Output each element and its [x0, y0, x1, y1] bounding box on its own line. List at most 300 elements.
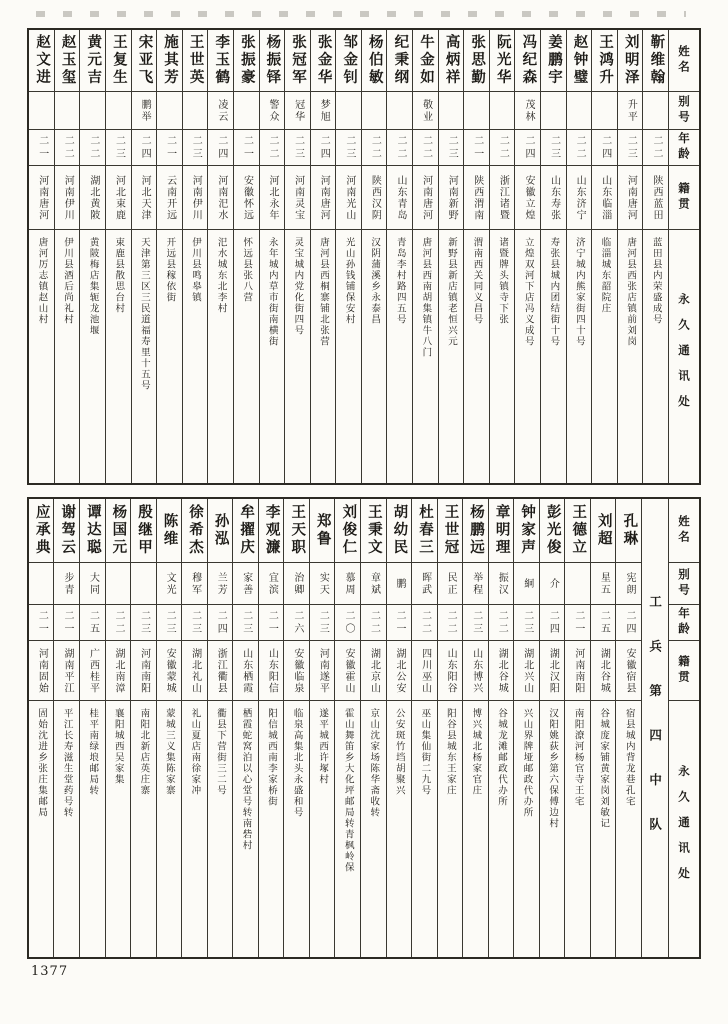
roster-column [335, 30, 361, 483]
name-cell [591, 499, 616, 563]
address-cell-text: 谷城庞家铺黄家岗刘敏记 [598, 708, 610, 829]
alias-cell [541, 92, 566, 130]
alias-cell-text: 治卿 [291, 571, 303, 596]
alias-cell-text: 梦旭 [318, 98, 330, 123]
address-cell-text: 天津第三区三民道福寿里十五号 [138, 237, 150, 391]
roster-column [361, 30, 387, 483]
age-cell [567, 130, 592, 166]
age-cell [54, 605, 79, 641]
name-cell [413, 30, 438, 92]
name-cell-text: 杨国元 [110, 504, 127, 557]
native-place-cell-text: 云南开远 [164, 174, 176, 221]
roster-column [79, 499, 105, 957]
header-address-label [669, 230, 699, 483]
age-cell [233, 605, 258, 641]
native-place-cell-text: 安徽怀远 [241, 174, 253, 221]
name-cell [285, 30, 310, 92]
address-cell-text: 南阳潦河杨官寺王宅 [572, 708, 584, 807]
alias-cell [182, 563, 207, 605]
alias-cell [335, 563, 360, 605]
age-cell-text: 二三 [625, 134, 637, 161]
native-place-cell-text: 河南南阳 [572, 647, 584, 694]
address-cell-text: 蓝田县内荣盛成号 [650, 237, 662, 325]
alias-cell-text: 星五 [598, 571, 610, 596]
alias-cell [463, 563, 488, 605]
native-place-cell [208, 166, 233, 230]
alias-cell-text: 警众 [267, 98, 279, 123]
native-place-cell [490, 166, 515, 230]
address-cell-text: 阳谷县城东王家庄 [444, 708, 456, 796]
address-cell-text: 诸暨牌头镇寺下张 [497, 237, 509, 325]
native-place-cell [565, 641, 590, 701]
roster-column [207, 30, 233, 483]
alias-cell [361, 563, 386, 605]
address-cell [335, 701, 360, 957]
age-cell-text: 二四 [623, 609, 635, 636]
alias-cell-text: 举程 [470, 571, 482, 596]
name-cell [233, 499, 258, 563]
name-cell [592, 30, 617, 92]
name-cell-text: 殷继甲 [135, 504, 152, 557]
page-number: 1377 [31, 964, 69, 979]
native-place-cell-text: 山东青岛 [395, 174, 407, 221]
native-place-cell [515, 166, 540, 230]
address-cell [567, 230, 592, 483]
native-place-cell-text: 河南唐河 [318, 174, 330, 221]
age-cell [157, 130, 182, 166]
alias-cell [540, 563, 565, 605]
native-place-cell [284, 641, 309, 701]
alias-cell-text: 大同 [87, 571, 99, 596]
address-cell [361, 701, 386, 957]
native-place-cell [439, 166, 464, 230]
name-cell-text: 杨振铎 [264, 34, 281, 87]
alias-cell [106, 563, 131, 605]
roster-column [105, 499, 131, 957]
name-cell [29, 499, 54, 563]
native-place-cell [336, 166, 361, 230]
address-cell [80, 230, 105, 483]
address-cell [412, 701, 437, 957]
address-cell [310, 701, 335, 957]
native-place-cell [285, 166, 310, 230]
name-cell-text: 杨伯敏 [366, 34, 383, 87]
alias-cell [439, 92, 464, 130]
alias-cell [233, 563, 258, 605]
native-place-cell [106, 166, 131, 230]
name-cell-text: 张冠军 [290, 34, 306, 87]
native-place-cell-text: 山东济宁 [574, 174, 586, 221]
name-cell [234, 30, 259, 92]
roster-column [79, 30, 105, 483]
address-cell-text: 襄阳城西吴家集 [112, 708, 124, 785]
address-cell [489, 701, 514, 957]
roster-column [53, 499, 79, 957]
roster-column [513, 499, 539, 957]
age-cell [310, 605, 335, 641]
address-cell-text: 博兴城北杨家官庄 [470, 708, 482, 796]
age-cell [335, 605, 360, 641]
name-cell [618, 30, 643, 92]
name-cell [387, 499, 412, 563]
name-cell [55, 30, 80, 92]
address-cell [387, 230, 412, 483]
age-cell-text: 二二 [420, 134, 432, 161]
address-cell [618, 230, 643, 483]
name-cell-text: 姜鹏宇 [545, 34, 562, 87]
roster-column [591, 30, 617, 483]
age-cell [591, 605, 616, 641]
alias-cell [284, 563, 309, 605]
address-cell [157, 701, 182, 957]
age-cell [616, 605, 641, 641]
native-place-cell [413, 166, 438, 230]
age-cell-text: 二三 [470, 609, 482, 636]
roster-column [437, 499, 463, 957]
alias-cell [285, 92, 310, 130]
age-cell [515, 130, 540, 166]
address-cell [463, 701, 488, 957]
address-cell [438, 701, 463, 957]
address-cell [413, 230, 438, 483]
age-cell-text: 二二 [419, 609, 431, 636]
name-cell [80, 499, 105, 563]
address-cell-text: 永年城内草市街南横街 [266, 237, 278, 347]
name-cell [183, 30, 208, 92]
age-cell [540, 605, 565, 641]
alias-cell [490, 92, 515, 130]
native-place-cell-text: 浙江衢县 [215, 647, 227, 694]
native-place-cell-text: 安徽立煌 [522, 174, 534, 221]
address-cell-text: 京山沈家场陈华斋收转 [368, 708, 380, 818]
age-cell [284, 605, 309, 641]
native-place-cell-text: 山东临淄 [599, 174, 611, 221]
unit-label: 工兵第四中队 [647, 594, 663, 862]
age-cell [412, 605, 437, 641]
address-cell-text: 光山孙钱铺保安村 [343, 237, 355, 325]
age-cell [208, 130, 233, 166]
alias-cell [362, 92, 387, 130]
header-name-label [669, 499, 699, 563]
address-cell [233, 701, 258, 957]
name-cell [106, 499, 131, 563]
address-cell [29, 230, 54, 483]
age-cell-text: 二一 [36, 134, 48, 161]
age-cell-text: 二三 [113, 134, 125, 161]
roster-column [29, 499, 54, 957]
name-cell-text: 赵钟璧 [571, 34, 588, 87]
name-cell-text: 杜春三 [416, 504, 433, 557]
alias-cell [260, 92, 285, 130]
native-place-cell-text: 陕西渭南 [471, 174, 483, 221]
alias-cell-text: 冠华 [292, 98, 304, 123]
name-cell [284, 499, 309, 563]
address-cell [540, 701, 565, 957]
address-cell-text: 寿张县城内团结街十号 [548, 237, 560, 347]
alias-cell-text: 宜滨 [266, 571, 278, 596]
native-place-cell-text: 河南灵宝 [292, 174, 304, 221]
name-cell-text: 谢驾云 [59, 504, 76, 557]
address-cell [336, 230, 361, 483]
address-cell-text: 汉阳姚荻乡第六保傅边村 [547, 708, 559, 829]
roster-column [130, 499, 156, 957]
native-place-cell [464, 166, 489, 230]
native-place-cell-text: 湖北南漳 [113, 647, 125, 694]
age-cell-text: 二一 [241, 134, 253, 161]
roster-column [438, 30, 464, 483]
address-cell-text: 渭南西关同义昌号 [471, 237, 483, 325]
native-place-cell [132, 166, 157, 230]
age-cell-text: 二二 [62, 134, 74, 161]
roster-column [386, 499, 412, 957]
address-cell-text: 唐河县西张店镇前刘岗 [625, 237, 637, 347]
address-cell [106, 701, 131, 957]
native-place-cell [80, 166, 105, 230]
alias-cell-text: 敬业 [420, 98, 432, 123]
address-cell-text: 新野县新店镇老恒兴元 [445, 237, 457, 347]
native-place-cell-text: 河北永年 [267, 174, 279, 221]
age-cell [618, 130, 643, 166]
roster-column [412, 30, 438, 483]
alias-cell [310, 563, 335, 605]
native-place-cell [80, 641, 105, 701]
address-cell [106, 230, 131, 483]
native-place-cell-text: 湖北谷城 [496, 647, 508, 694]
alias-cell [80, 563, 105, 605]
age-cell-text: 二一 [164, 134, 176, 161]
age-cell [413, 130, 438, 166]
address-cell-text: 伊川县酒后尚礼村 [62, 237, 74, 325]
native-place-cell-text: 湖北谷城 [598, 647, 610, 694]
roster-column [310, 30, 336, 483]
age-cell-text: 二〇 [342, 609, 354, 636]
age-cell-text: 二四 [215, 609, 227, 636]
age-cell [29, 130, 54, 166]
age-cell-text: 二二 [368, 609, 380, 636]
name-cell-text: 赵文进 [34, 34, 51, 87]
alias-cell [464, 92, 489, 130]
address-cell [208, 230, 233, 483]
age-cell [29, 605, 54, 641]
name-cell-text: 牟擢庆 [238, 504, 255, 557]
age-cell [438, 605, 463, 641]
name-cell-text: 郑鲁 [314, 513, 331, 548]
alias-cell-text: 章斌 [368, 571, 380, 596]
name-cell-text: 孙泓 [212, 513, 229, 548]
age-cell-text: 二二 [574, 134, 586, 161]
alias-cell-text: 兰芳 [215, 571, 227, 596]
alias-cell-text: 茂林 [522, 98, 534, 123]
age-cell-text: 二四 [139, 134, 151, 161]
alias-cell-text: 鹏 [394, 577, 406, 590]
name-cell-text: 李玉鹤 [213, 34, 230, 87]
name-cell-text: 刘超 [595, 513, 612, 548]
address-cell-text: 衢县下营街三二号 [214, 708, 226, 796]
roster-column [617, 30, 643, 483]
name-cell-text: 孔琳 [621, 513, 638, 548]
header-age-label-text: 年龄 [677, 607, 692, 638]
alias-cell-text: 鹏举 [139, 98, 151, 123]
age-cell [514, 605, 539, 641]
address-cell [464, 230, 489, 483]
name-cell [335, 499, 360, 563]
name-cell [311, 30, 336, 92]
roster-column [411, 499, 437, 957]
native-place-cell [54, 641, 79, 701]
age-cell-text: 二三 [343, 134, 355, 161]
name-cell [157, 499, 182, 563]
age-cell-text: 二三 [189, 609, 201, 636]
header-name-label [669, 30, 699, 92]
name-cell-text: 黄元吉 [85, 34, 102, 87]
age-cell [80, 130, 105, 166]
name-cell-text: 王鸿升 [597, 34, 614, 87]
alias-cell [157, 563, 182, 605]
name-cell-text: 钟家声 [519, 504, 536, 557]
name-cell [463, 499, 488, 563]
native-place-cell-text: 河北束鹿 [113, 174, 125, 221]
age-cell-text: 二二 [496, 609, 508, 636]
native-place-cell-text: 安徽宿县 [623, 647, 635, 694]
roster-column [156, 499, 182, 957]
address-cell-text: 束鹿县散思台村 [113, 237, 125, 314]
alias-cell [618, 92, 643, 130]
roster-column [284, 30, 310, 483]
native-place-cell-text: 广西桂平 [87, 647, 99, 694]
roster-column [309, 499, 335, 957]
age-cell [183, 130, 208, 166]
alias-cell [132, 92, 157, 130]
native-place-cell [567, 166, 592, 230]
native-place-cell [463, 641, 488, 701]
header-address-label-text: 永久通讯处 [677, 292, 692, 421]
address-cell-text: 公安斑竹垱胡聚兴 [393, 708, 405, 796]
age-cell-text: 二四 [318, 134, 330, 161]
address-cell [362, 230, 387, 483]
native-place-cell-text: 湖北公安 [394, 647, 406, 694]
native-place-cell-text: 河南固始 [36, 647, 48, 694]
address-cell-text: 霍山舞笛乡大化坪邮局转青枫岭保 [342, 708, 354, 873]
name-cell-text: 阮光华 [494, 34, 511, 87]
alias-cell [565, 563, 590, 605]
alias-cell-text: 振汉 [496, 571, 508, 596]
native-place-cell [234, 166, 259, 230]
alias-cell [412, 563, 437, 605]
native-place-cell [259, 641, 284, 701]
unit-column [641, 499, 668, 957]
roster-column [181, 499, 207, 957]
native-place-cell [618, 166, 643, 230]
native-place-cell [361, 641, 386, 701]
name-cell [182, 499, 207, 563]
native-place-cell-text: 河南遂平 [317, 647, 329, 694]
age-cell-text: 二二 [395, 134, 407, 161]
name-cell-text: 张思勤 [469, 34, 486, 87]
alias-cell [616, 563, 641, 605]
alias-cell [259, 563, 284, 605]
roster-column [233, 30, 259, 483]
age-cell [387, 605, 412, 641]
name-cell [259, 499, 284, 563]
name-cell [362, 30, 387, 92]
native-place-cell-text: 湖北礼山 [189, 647, 201, 694]
age-cell [131, 605, 156, 641]
age-cell [106, 605, 131, 641]
name-cell [515, 30, 540, 92]
alias-cell-text: 宪朗 [623, 571, 635, 596]
roster-column [539, 499, 565, 957]
roster-column [642, 30, 668, 483]
age-cell [259, 605, 284, 641]
name-cell [616, 499, 641, 563]
roster-column [259, 30, 285, 483]
address-cell-text: 阳信城西南李家桥街 [266, 708, 278, 807]
address-cell [208, 701, 233, 957]
header-name-label-text: 姓名 [677, 45, 692, 76]
age-cell [565, 605, 590, 641]
address-cell-text: 谷城龙滩邮政代办所 [495, 708, 507, 807]
address-cell-text: 汜水城东北李村 [215, 237, 227, 314]
alias-cell [80, 92, 105, 130]
address-cell [157, 230, 182, 483]
address-cell [541, 230, 566, 483]
name-cell [208, 30, 233, 92]
native-place-cell [387, 641, 412, 701]
name-cell [208, 499, 233, 563]
alias-cell [55, 92, 80, 130]
alias-cell-text: 步青 [61, 571, 73, 596]
name-cell-text: 张金华 [315, 34, 332, 87]
age-cell [157, 605, 182, 641]
name-cell [541, 30, 566, 92]
address-cell [259, 701, 284, 957]
name-cell-text: 施其芳 [162, 34, 179, 87]
address-cell [311, 230, 336, 483]
name-cell-text: 王德立 [570, 504, 587, 557]
name-cell-text: 陈维 [161, 513, 178, 548]
roster-column [131, 30, 157, 483]
native-place-cell-text: 陕西汉阴 [369, 174, 381, 221]
native-place-cell-text: 河南新野 [446, 174, 458, 221]
name-cell-text: 王世冠 [442, 504, 459, 557]
native-place-cell-text: 湖北京山 [368, 647, 380, 694]
address-cell-text: 遂平城西许塚村 [317, 708, 329, 785]
address-cell [54, 701, 79, 957]
name-cell-text: 刘明泽 [622, 34, 639, 87]
native-place-cell-text: 河南汜水 [215, 174, 227, 221]
roster-table-top [27, 28, 701, 485]
address-cell-text: 开远县稼依街 [164, 237, 176, 303]
name-cell [260, 30, 285, 92]
age-cell [285, 130, 310, 166]
alias-cell-text: 凌云 [215, 98, 227, 123]
native-place-cell [311, 166, 336, 230]
name-cell-text: 牛金如 [417, 34, 434, 87]
age-cell-text: 二一 [471, 134, 483, 161]
name-cell-text: 高炳祥 [443, 34, 460, 87]
address-cell-text: 桂平南绿埌邮局转 [87, 708, 99, 796]
alias-cell [183, 92, 208, 130]
name-cell-text: 应承典 [33, 504, 50, 557]
address-cell [643, 230, 668, 483]
alias-cell [413, 92, 438, 130]
header-column [668, 499, 699, 957]
name-cell-text: 胡幼民 [391, 504, 408, 557]
age-cell-text: 二三 [446, 134, 458, 161]
name-cell [80, 30, 105, 92]
roster-column [360, 499, 386, 957]
roster-column [462, 499, 488, 957]
